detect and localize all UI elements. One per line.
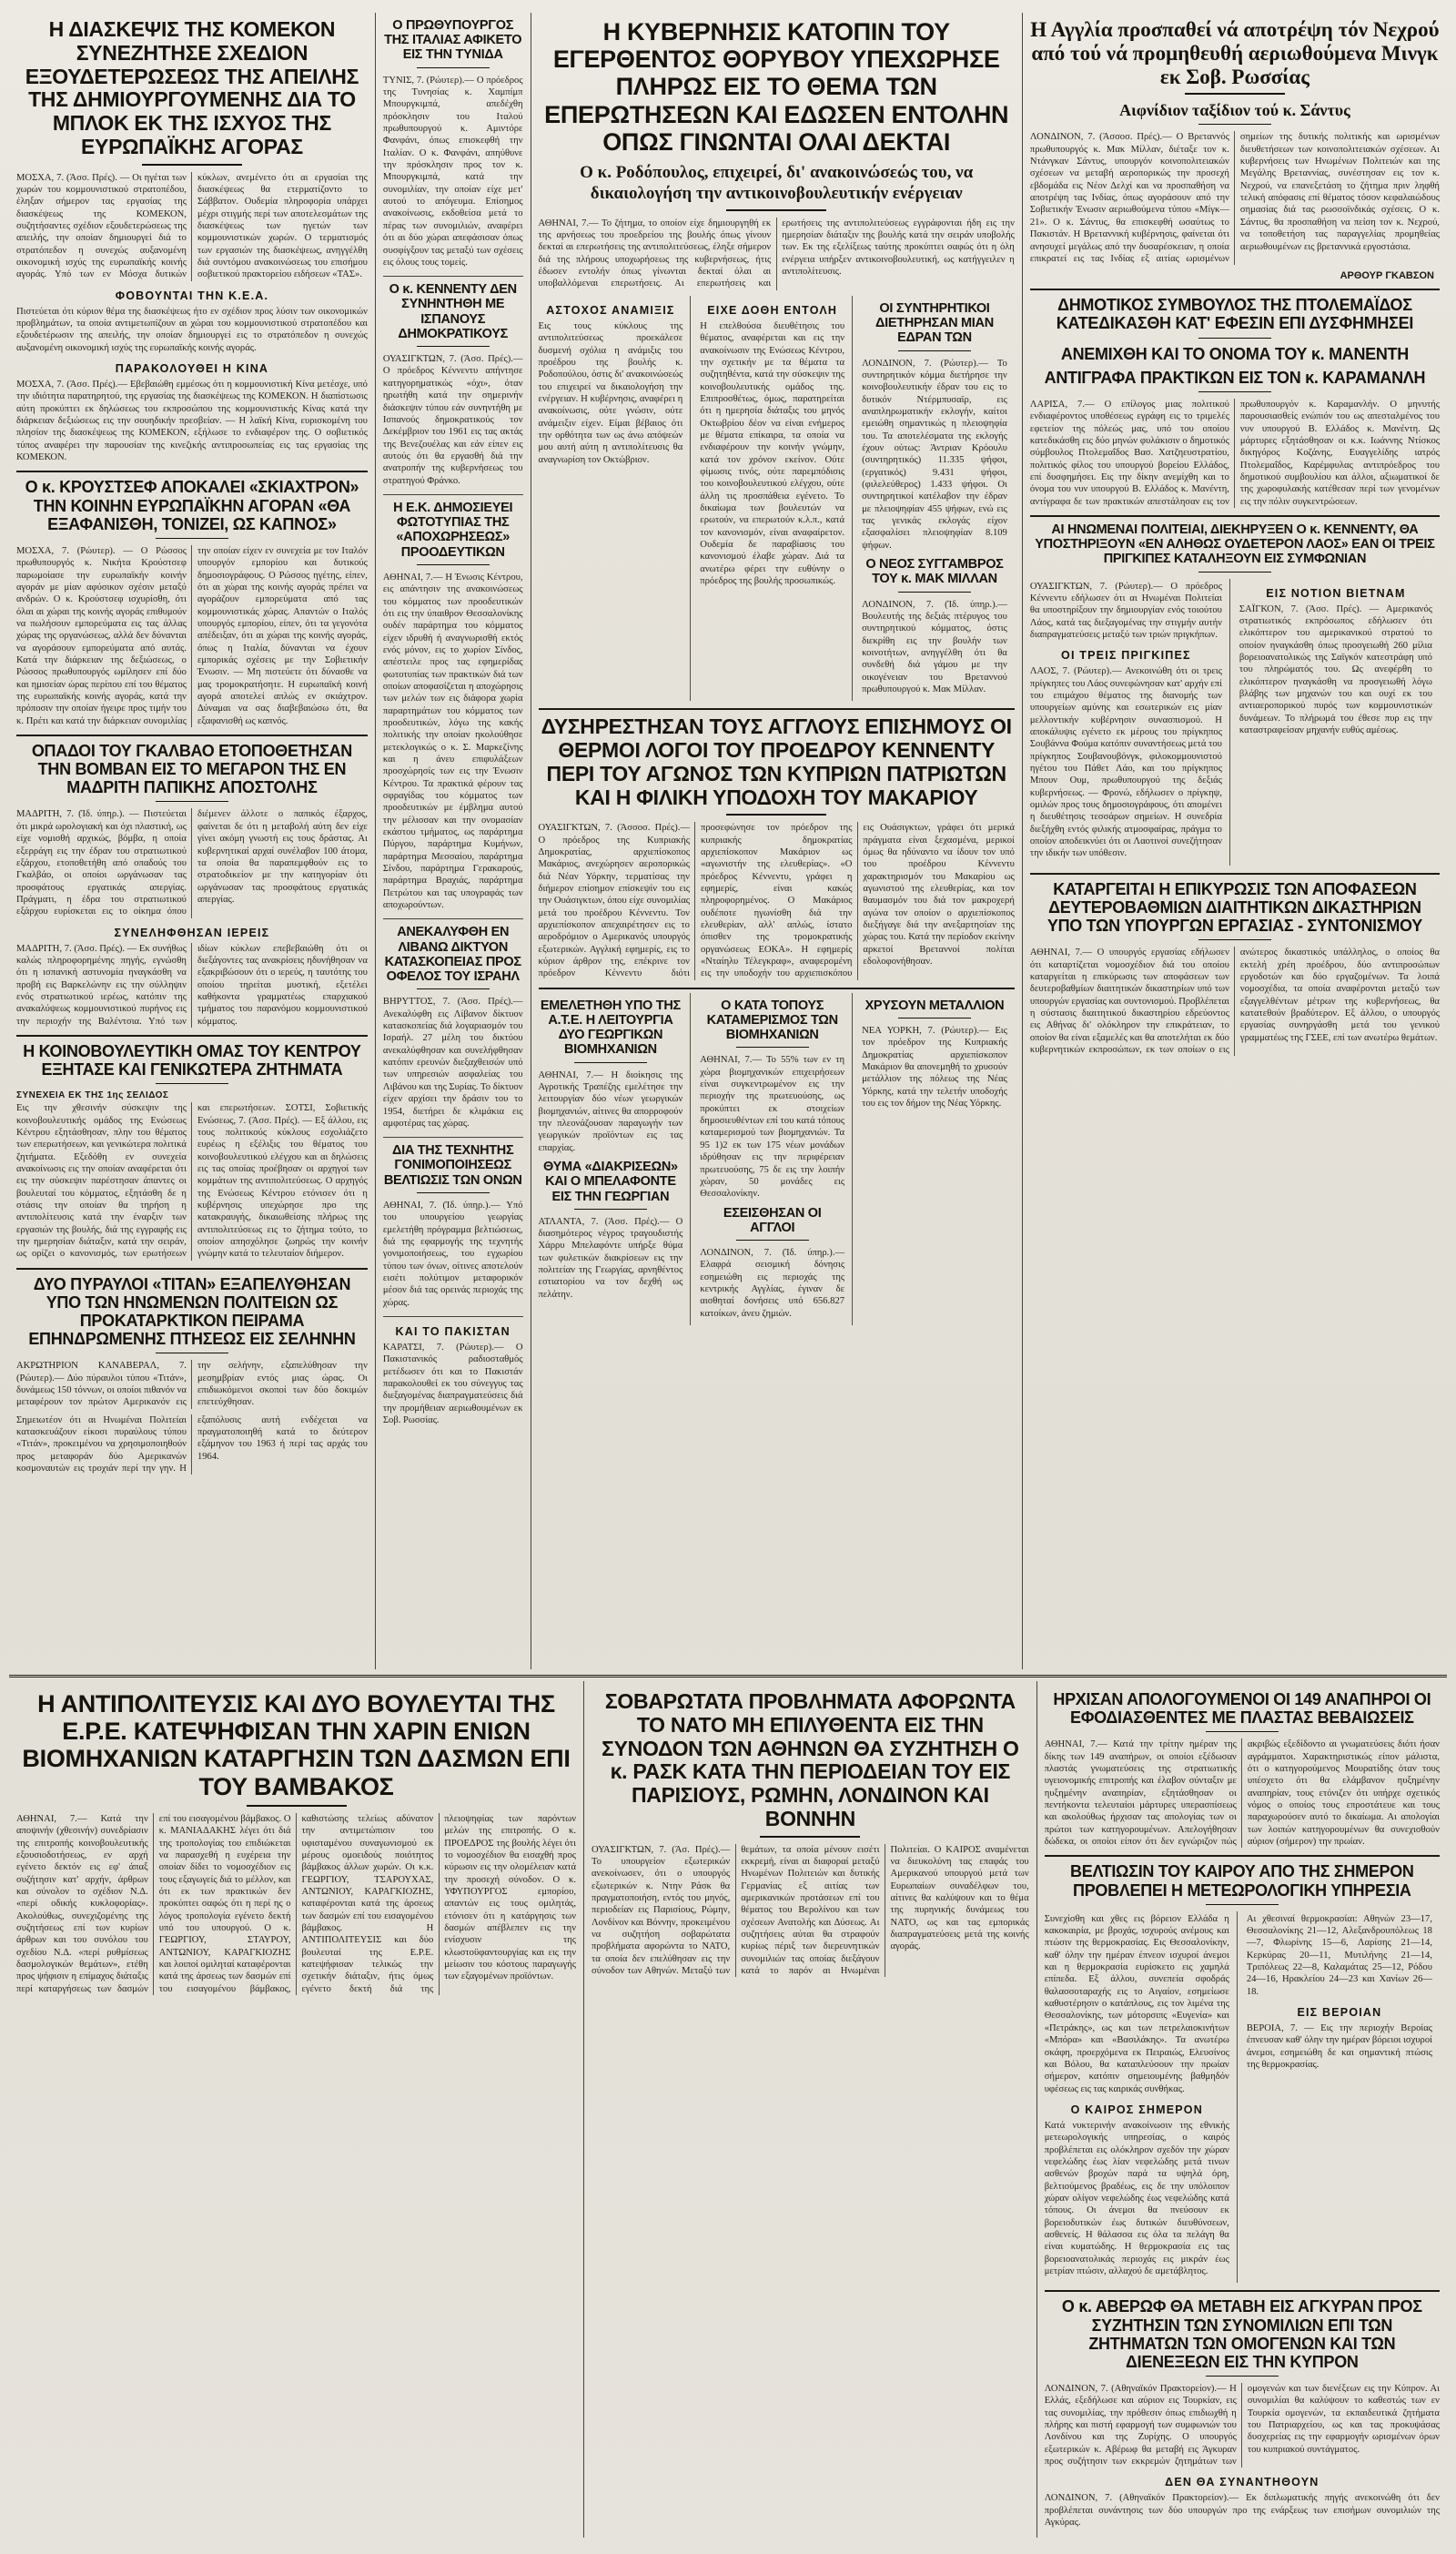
article-laos-col-1 xyxy=(1030,579,1230,866)
headline-rule xyxy=(156,1083,228,1084)
article-donkeys xyxy=(383,1143,523,1309)
article-donkeys-body: ΑΘΗΝΑΙ, 7. (Ίδ. ύπηρ.).— Υπό του υπουργείου γεωργίας εμελετήθη πρόγραμμα βελτιώσεως, διά της εφαρμογής της τεχνητής γονιμοποιήσεως, του εγχωρίου τύπου των όνων, οίτινες αποτελούν εισέτι πολύτιμον μεταφορικόν μέσον διά τας ορεινάς περιοχάς της χώρας. xyxy=(382,1200,523,1308)
headline-rule xyxy=(417,67,490,68)
article-kennedy-cyprus xyxy=(539,715,1015,979)
column-centre xyxy=(531,13,1023,1669)
article-comecon-body: ΜΟΣΧΑ, 7. (Άσσ. Πρές). — Οι ηγέται των χωρών του κομμουνιστικού στρατοπέδου, έληξαν σήμερον τας εργασίας της διασκέψεως της ΚΟΜΕΚΟΝ, συζητήσαντες σχέδιον εξουδετερώσεως της απειλής, την οποίαν δημιουργεί διά το στρατόπεδον η συνεχώς αυξανομένη οικονομική ισχύς της ευρωπαϊκής κοινής αγοράς. Υπό των εν Μόσχα δυτικών κύκλων, ανεμένετο ότι αι εργασίαι της διασκέψεως θα ετερματίζοντο το Σάββατον. Ουδεμία πληροφορία υπάρχει μέχρι στιγμής περί των αποτελεσμάτων της διασκέψεως των ηγετών των κομμουνιστικών χωρών. Ο τερματισμός των εργασιών της διασκέψεως, ανηγγέλθη διά συντόμου ανακοινώσεως του επισήμου σοβιετικού πρακτορείου ειδήσεων «ΤΑΣ». xyxy=(16,172,368,280)
article-galvao-body-2: ΜΑΔΡΙΤΗ, 7. (Άσσ. Πρές). — Εκ συνήθως καλώς πληροφορημένης πηγής, εγνώσθη ότι η ισπανική αστυνομία ηναγκάσθη να προβή εις Βαρκελώνην εις την σύλληψιν ενός στρατιωτικού ιερέως, κατόπιν της ανακαλύψεως κομμουνιστικού πυρήνος εις την περιοχήν της Βαλέντσια. Υπό των ιδίων κύκλων επεβεβαιώθη ότι οι διεξάγοντες τας ανακρίσεις ηδυνήθησαν να εξακριβώσουν ότι ο ιερεύς, η ταυτότης του οποίου τηρείται μυστική, εξετέλει καθήκοντα γραμματέως επαρχιακού τμήματος του παρανόμου κομμουνιστικού κόμματος. xyxy=(16,943,368,1027)
article-averoff-body-2: ΛΟΝΔΙΝΟΝ, 7. (Αθηναϊκόν Πρακτορείον).— Εκ διπλωματικής πηγής ανεκοινώθη ότι δεν προβλέπεται συνάντησις των δύο υπουργών προ της ενάρξεως των επισήμων συνομιλιών της Αγκύρας. xyxy=(1044,2493,1440,2529)
article-uk-nehru-byline: ΑΡΘΟΥΡ ΓΚΑΒΣΟΝ xyxy=(1340,270,1434,282)
article-belafonte-body: ΑΤΛΑΝΤΑ, 7. (Άσσ. Πρές).— Ο διασημότερος νέγρος τραγουδιστής Χάρρυ Μπελαφόντε υπήρξε θύμα των φυλετικών διακρίσεων εις την πολιτείαν της Γεωργίας, αρνηθέντος εστιατορίου να τον δεχθή ως πελάτην. xyxy=(538,1216,683,1300)
article-pakistan xyxy=(383,1325,523,1426)
article-ptolemais-headline-3: ΑΝΤΙΓΡΑΦΑ ΠΡΑΚΤΙΚΩΝ ΕΙΣ ΤΟΝ κ. ΚΑΡΑΜΑΝΛΗ xyxy=(1044,368,1426,387)
article-averoff-headline: Ο κ. ΑΒΕΡΩΦ ΘΑ ΜΕΤΑΒΗ ΕΙΣ ΑΓΚΥΡΑΝ ΠΡΟΣ ΣΥΖΗΤΗΣΙΝ ΤΩΝ ΣΥΝΟΜΙΛΙΩΝ ΕΠΙ ΤΩΝ ΖΗΤΗΜΑΤΩΝ ΤΩΝ ΟΜΟΓΕΝΩΝ ΚΑΙ ΤΩΝ ΔΙΕΝΕΞΕΩΝ ΕΙΣ ΤΗΝ ΚΥΠΡΟΝ xyxy=(1061,2297,1422,2371)
article-titan xyxy=(16,1275,368,1475)
centre-small-items xyxy=(539,993,1015,1325)
article-conservatives-headline: ΟΙ ΣΥΝΤΗΡΗΤΙΚΟΙ ΔΙΕΤΗΡΗΣΑΝ ΜΙΑΝ ΕΔΡΑΝ ΤΩΝ xyxy=(875,300,994,346)
headline-rule xyxy=(574,1062,647,1063)
article-ptolemais xyxy=(1030,296,1440,508)
headline-rule xyxy=(736,1240,809,1241)
headline-rule xyxy=(726,814,826,816)
article-averoff-body: ΛΟΝΔΙΝΟΝ, 7. (Αθηναϊκόν Πρακτορείον).— Η Ελλάς, εξεδήλωσε και αύριον εις Τουρκίαν, εις τας συνομιλίας, την πρόθεσιν όπως επιδιωχθή η πλήρης και πιστή εφαρμογή των συμφωνιών του Λονδίνου και της Ζυρίχης. Ο υπουργός εξωτερικών κ. Αβέρωφ θα μεταβή εις Άγκυραν προς συζήτησιν των εκκρεμών ζητημάτων των ομογενών και των διενέξεων εις την Κύπρον. Αι συνομιλίαι θα καλύψουν το καθεστώς των εν Τουρκία ομογενών, τα εκπαιδευτικά ζητήματα του Πατριαρχείου, ως και τας προκυψάσας δυσχερείας εις την εφαρμογήν ωρισμένων όρων του κυπριακού συντάγματος. xyxy=(1044,2383,1440,2468)
article-khrushchev-body: ΜΟΣΧΑ, 7. (Ρώυτερ). — Ο Ρώσσος πρωθυπουργός κ. Νικήτα Κρούστσεφ παρωμοίασε την ευρωπαϊκήν κοινήν αγοράν με μίαν αφύσικον σχέσιν μεταξύ ανδρών. Ο κ. Κρούστσεφ ισχυρίσθη, ότι όλαι αι χώραι της κοινής αγοράς επιθυμούν να πωλήσουν εμπορεύματα εις τας άλλας χώρας της οργανώσεως, αλλά δεν δύνανται να αγοράσουν εμπορεύματα από αυτάς. Κατά την διάρκειαν της δεξιώσεως, ο Ρώσσος πρωθυπουργός ωμίλησεν επί δύο και ημισείαν ώρας περίπου επί του θέματος της ευρωπαϊκής κοινής αγοράς, κατά την πρόποσιν την οποίαν ήγειρε προς τιμήν του κ. Πρέτι και κατά την διάρκειαν συνομιλίας την οποίαν είχεν εν συνεχεία με τον Ιταλόν υπουργόν εμπορίου και δυτικούς δημοσιογράφους. Ο Ρώσσος ηγέτης, είπεν, ότι αι χώραι της κοινής αγοράς πρέπει να αγοράζουν εμπορεύματα από τας κομμουνιστικάς χώρας. Απαντών ο Ιταλός υπουργός εμπορίου, είπεν, ότι τα γεγονότα απέδειξαν, ότι αι χώραι της κοινής αγοράς, όπως η Ιταλία, δύνανται να έχουν εμπορικάς σχέσεις με την Σοβιετικήν Ένωσιν. — Μη πιστεύετε ότι δύνασθε να μας τρομοκρατήσητε. Η ευρωπαϊκή κοινή αγορά αποτελεί απλώς εν σκιάχτρον. Δύναμαι να σας διαβεβαιώσω ότι, θα εξαφανισθή ως καπνός. xyxy=(16,545,368,726)
headline-rule xyxy=(156,801,228,802)
headline-rule xyxy=(247,1805,347,1807)
headline-rule xyxy=(1198,338,1271,339)
headline-rule xyxy=(1206,1904,1279,1905)
article-conservatives-body: ΛΟΝΔΙΝΟΝ, 7. (Ρώυτερ).— Το συντηρητικόν κόμμα διετήρησε την κοινοβουλευτικήν έδραν του εις το δυτικόν Ντέρμπυσαϊρ, εις αναπληρωματικήν εκλογήν, καίτοι εμειώθη σημαντικώς η πλειοψηφία του. Τα αποτελέσματα της εκλογής έχουν ούτως: Άντριαν Κρόουλυ (συντηρητικός) 11.335 ψήφοι, (εργατικός) 9.431 ψήφοι, (φιλελεύθερος) 1.433 ψήφοι. Οι συντηρητικοί κατέλαβον την έδραν με πλειοψηφίαν 455 ψήφων, ενώ εις τας γενικάς εκλογάς είχον εξασφαλίσει πλειοψηφίαν 8.109 ψήφων. xyxy=(862,358,1007,551)
article-government-subcol-2 xyxy=(700,296,853,701)
article-cotton-headline: Η ΑΝΤΙΠΟΛΙΤΕΥΣΙΣ ΚΑΙ ΔΥΟ ΒΟΥΛΕΥΤΑΙ ΤΗΣ Ε.Ρ.Ε. ΚΑΤΕΨΗΦΙΣΑΝ ΤΗΝ ΧΑΡΙΝ ΕΝΙΩΝ ΒΙΟΜΗΧΑΝΙΩΝ ΚΑΤΑΡΓΗΣΙΝ ΤΩΝ ΔΑΣΜΩΝ ΕΠΙ ΤΟΥ ΒΑΜΒΑΚΟΣ xyxy=(22,1690,571,1800)
divider xyxy=(16,1035,368,1037)
divider xyxy=(383,494,523,495)
article-italy xyxy=(383,18,523,269)
article-ate-headline: ΕΜΕΛΕΤΗΘΗ ΥΠΟ ΤΗΣ Α.Τ.Ε. Η ΛΕΙΤΟΥΡΓΙΑ ΔΥΟ ΓΕΩΡΓΙΚΩΝ ΒΙΟΜΗΧΑΝΙΩΝ xyxy=(540,998,681,1058)
article-weather-columns xyxy=(1045,1911,1440,2284)
bottom-column-right xyxy=(1037,1681,1447,2538)
article-macmillan-headline: Ο ΝΕΟΣ ΣΥΓΓΑΜΒΡΟΣ ΤΟΥ κ. ΜΑΚ ΜΙΛΛΑΝ xyxy=(865,557,1004,587)
article-belafonte-headline: ΘΥΜΑ «ΔΙΑΚΡΙΣΕΩΝ» ΚΑΙ Ο ΜΠΕΛΑΦΟΝΤΕ ΕΙΣ ΤΗΝ ΓΕΩΡΓΙΑΝ xyxy=(543,1160,678,1204)
divider xyxy=(383,1316,523,1317)
headline-rule xyxy=(1198,939,1271,940)
article-kennedy-cyprus-body: ΟΥΑΣΙΓΚΤΩΝ, 7. (Άσσοσ. Πρές).— Ο πρόεδρος της Κυπριακής Δημοκρατίας, αρχιεπίσκοπος Μακάριος, ανεχώρησεν αεροπορικώς διά Νέαν Υόρκην, τερματίσας την διήμερον επίσημον επίσκεψίν του εις την Ουάσιγκτων, όπου είχε συνομιλίας μετά του προέδρου Κέννεντυ. Τον αρχιεπίσκοπον απεχαιρέτησεν εις το αεροδρόμιον ο Αμερικανός υπουργός εξωτερικών. Αγγλική εφημερίς, εις το κύριον άρθρον της, επέκρινε τον πρόεδρον Κέννεντυ διότι προσεφώνησε τον πρόεδρον της κυπριακής δημοκρατίας αρχιεπίσκοπον Μακάριον ως «αγωνιστήν της ελευθερίας». «Ο πρόεδρος Κέννεντυ, γράφει η εφημερίς, είναι κακώς πληροφορημένος. Ο Μακάριος ουδέποτε ηγωνίσθη διά την ελευθερίαν, αλλ' απλώς, ίστατο όπισθεν της τρομοκρατικής οργανώσεως ΕΟΚΑ». Η εφημερίς «Νταίηλυ Τέλεγκραφ», αναφερομένη εις την υποδοχήν του αρχιεπισκόπου εις Ουάσιγκτων, γράφει ότι μερικά πράγματα είναι ξεχασμένα, μερικοί όμως θα ηδύναντο να ίδουν τον υπό του προέδρου Κέννεντυ χαρακτηρισμόν του Μακαρίου ως αγωνιστού της ελευθερίας, και τον θαυμασμόν του διά τον μακροχερή αγώνα τον οποίον ο αρχιεπίσκοπος διεξήγαγε διά την ανεξαρτησίαν της χώρας του. Κατά την περίοδον εκείνην αρκετοί Βρεταννοί πολίται εδολοφονήθησαν. xyxy=(538,823,1015,979)
headline-rule xyxy=(898,350,971,351)
column-left xyxy=(9,13,376,1669)
article-arbitration-headline: ΚΑΤΑΡΓΕΙΤΑΙ Η ΕΠΙΚΥΡΩΣΙΣ ΤΩΝ ΑΠΟΦΑΣΕΩΝ ΔΕΥΤΕΡΟΒΑΘΜΙΩΝ ΔΙΑΙΤΗΤΙΚΩΝ ΔΙΚΑΣΤΗΡΙΩΝ ΥΠΟ ΤΩΝ ΥΠΟΥΡΓΩΝ ΕΡΓΑΣΙΑΣ - ΣΥΝΤΟΝΙΣΜΟΥ xyxy=(1046,879,1422,936)
article-kennedy-spain-body: ΟΥΑΣΙΓΚΤΩΝ, 7. (Άσσ. Πρές).— Ο πρόεδρος Κέννεντυ απήντησε κατηγορηματικώς «όχι», όταν ηρωτήθη κατά την σημερινήν διάσκεψιν τύπου εάν συνηντήθη με Ισπανούς δημοκρατικούς τον Δεκέμβριον του 1961 εις τας ακτάς της Βενεζουέλας και εάν είπεν εις αυτούς ότι θα εργασθή διά την ανατροπήν της κυβερνήσεως του στρατηγού Φράνκο. xyxy=(382,354,523,486)
article-government-subhead-2: ΕΙΧΕ ΔΟΘΗ ΕΝΤΟΛΗ xyxy=(707,303,838,317)
article-laos-subhead-1: ΟΙ ΤΡΕΙΣ ΠΡΙΓΚΙΠΕΣ xyxy=(1061,649,1191,663)
article-lebanon-spy-body: ΒΗΡΥΤΤΟΣ, 7. (Άσσ. Πρές).— Ανεκαλύφθη εις Λίβανον δίκτυον κατασκοπείας διά λογαριασμόν του Ισραήλ. 27 μέλη του δικτύου ανεκαλύφθησαν και συνελήφθησαν κατόπιν ερευνών διεξαχθεισών υπό των υπηρεσιών ασφαλείας του Λιβάνου και της Συρίας. Το δίκτυον είχεν αρχίσει την δράσιν του το 1954, διετήρει δε κλιμάκια εις αμφοτέρας τας χώρας. xyxy=(382,997,523,1129)
article-centre-group xyxy=(16,1042,368,1261)
article-laos-col-2 xyxy=(1239,579,1440,866)
article-government-deck: Ο κ. Ροδόπουλος, επιχειρεί, δι' ανακοινώσεώς του, να δικαιολογήση την αντικοινοβουλευτικήν ενέργειαν xyxy=(580,163,974,203)
headline-rule xyxy=(417,346,490,347)
headline-rule xyxy=(726,209,826,211)
article-gold-medal xyxy=(862,993,1015,1325)
article-centre-group-headline: Η ΚΟΙΝΟΒΟΥΛΕΥΤΙΚΗ ΟΜΑΣ ΤΟΥ ΚΕΝΤΡΟΥ ΕΞΗΤΑΣΕ ΚΑΙ ΓΕΝΙΚΩΤΕΡΑ ΖΗΤΗΜΑΤΑ xyxy=(23,1041,361,1079)
article-lebanon-spy-headline: ΑΝΕΚΑΛΥΦΘΗ ΕΝ ΛΙΒΑΝΩ ΔΙΚΤΥΟΝ ΚΑΤΑΣΚΟΠΕΙΑΣ ΠΡΟΣ ΟΦΕΛΟΣ ΤΟΥ ΙΣΡΑΗΛ xyxy=(384,925,521,985)
article-galvao xyxy=(16,742,368,1028)
article-comecon xyxy=(16,18,368,463)
headline-rule xyxy=(417,1192,490,1193)
bottom-column-centre xyxy=(584,1681,1037,2538)
headline-rule xyxy=(1198,572,1271,573)
article-gold-medal-body: ΝΕΑ ΥΟΡΚΗ, 7. (Ρώυτερ).— Εις τον πρόεδρον της Κυπριακής Δημοκρατίας αρχιεπίσκοπον Μακάριον θα απονεμηθή το χρυσούν μετάλλιον της πόλεως της Νέας Υόρκης, κατά την τελετήν υποδοχής του εις τον δήμον της Νέας Υόρκης. xyxy=(862,1025,1007,1110)
headline-rule xyxy=(417,564,490,565)
headline-rule xyxy=(898,592,971,593)
column-middle-strip xyxy=(376,13,531,1669)
article-kennedy-spain xyxy=(383,282,523,487)
bottom-band xyxy=(9,1675,1447,2538)
article-government xyxy=(539,18,1015,701)
article-galvao-headline: ΟΠΑΔΟΙ ΤΟΥ ΓΚΑΛΒΑΟ ΕΤΟΠΟΘΕΤΗΣΑΝ ΤΗΝ ΒΟΜΒΑΝ ΕΙΣ ΤΟ ΜΕΓΑΡΟΝ ΤΗΣ ΕΝ ΜΑΔΡΙΤΗ ΠΑΠΙΚΗΣ ΑΠΟΣΤΟΛΗΣ xyxy=(31,742,353,797)
headline-rule xyxy=(898,1018,971,1019)
headline-rule xyxy=(574,1209,647,1210)
article-centre-group-body: Εις την χθεσινήν σύσκεψιν της κοινοβουλευτικής ομάδος της Ενώσεως Κέντρου εξητάσθησαν, πλην του θέματος των επερωτήσεων, και γενικώτερα πολιτικά ζητήματα. Εξεδόθη εν συνεχεία ανακοίνωσις εις την οποίαν αναφέρεται ότι εις την σύσκεψιν παρέστησαν άπαντες οι βουλευταί του κόμματος, εξητάσθη δε η στάσις την οποίαν θα τηρήση η αντιπολίτευσις κατά την έναρξιν των εργασιών της βουλής, διά της εγγραφής εις την ημερησίαν διάταξιν, κατά την σειράν, ως ορίζει ο κανονισμός, των ερωτήσεων και επερωτήσεων. ΣΟΤΣΙ, Σοβιετικής Ενώσεως, 7. (Άσσ. Πρές). — Εξ άλλου, εις τους πολιτικούς κύκλους εσχολιάζετο ευρέως η εξέλιξις του θέματος του κοινοβουλευτικού ελέγχου και αι δηλώσεις εις τας οποίας προέβησαν οι αρχηγοί των κομμάτων της αντιπολιτεύσεως. Ο αρχηγός της Ενώσεως Κέντρου ετόνισεν ότι η κυβέρνησις υπεχώρησε προ της κατακραυγής, δικαιωθείσης πλήρως της αντιπολιτεύσεως εις το ζήτημα τούτο, το οποίον απησχόλησε ζωηρώς την κοινήν γνώμην κατά το τελευταίον διήμερον. xyxy=(16,1103,368,1260)
article-centre-group-kicker: ΣΥΝΕΧΕΙΑ ΕΚ ΤΗΣ 1ης ΣΕΛΙΔΟΣ xyxy=(16,1090,169,1101)
article-weather-headline: ΒΕΛΤΙΩΣΙΝ ΤΟΥ ΚΑΙΡΟΥ ΑΠΟ ΤΗΣ ΣΗΜΕΡΟΝ ΠΡΟΒΛΕΠΕΙ Η ΜΕΤΕΩΡΟΛΟΓΙΚΗ ΥΠΗΡΕΣΙΑ xyxy=(1070,1862,1414,1900)
divider xyxy=(1030,873,1440,875)
article-ek-photocopies-body: ΑΘΗΝΑΙ, 7.— Η Ένωσις Κέντρου, εις απάντησιν της ανακοινώσεως του κόμματος των προοδευτικών ότι εις την ύπαιθρον Θεσσαλονίκης ουδέν παράρτημα του κόμματος είχεν ιδρυθή ή αναγνωρισθή εκτός ενός μόνον, εις το χωρίον Σίνδος, απέστειλε προς τας εφημερίδας φωτοτυπίας των πρακτικών διά των οποίων αποφασίζεται η αποχώρησις των μελών των εις διάφορα χωρία παραρτημάτων του κόμματος των προοδευτικών, λόγω της κακής πολιτικής την οποίαν ηκολούθησε μετεκλογικώς ο κ. Σ. Μαρκεζίνης και η άνευ επιφυλάξεων προσχώρησίς των εις την Ένωσιν Κέντρου. Τα πρακτικά φέρουν τας σφραγίδας του κόμματος των προοδευτικών με έμβλημα αυτού την μέλισσαν και την ονομασίαν εκάστου τμήματος, ως παράρτημα Πύργου, παράρτημα Κυμήνων, παράρτημα Μεσσαίου, παράρτημα Σίνδου, παράρτημα Γερακαρούς, παράρτημα Βραχιάς, παράρτημα Πετρώτου και τας υπογραφάς των αποχωρούντων. xyxy=(382,572,523,911)
article-nato-headline: ΣΟΒΑΡΩΤΑΤΑ ΠΡΟΒΛΗΜΑΤΑ ΑΦΟΡΩΝΤΑ ΤΟ ΝΑΤΟ ΜΗ ΕΠΙΛΥΘΕΝΤΑ ΕΙΣ ΤΗΝ ΣΥΝΟΔΟΝ ΤΩΝ ΑΘΗΝΩΝ ΘΑ ΣΥΖΗΤΗΣΗ Ο κ. ΡΑΣΚ ΚΑΤΑ ΤΗΝ ΠΕΡΙΟΔΕΙΑΝ ΤΟΥ ΕΙΣ ΠΑΡΙΣΙΟΥΣ, ΡΩΜΗΝ, ΛΟΝΔΙΝΟΝ ΚΑΙ ΒΟΝΝΗΝ xyxy=(602,1689,1019,1830)
article-government-subcol-3 xyxy=(862,296,1015,701)
article-arbitration xyxy=(1030,880,1440,1057)
article-ptolemais-headline-2: ΑΝΕΜΙΧΘΗ ΚΑΙ ΤΟ ΟΝΟΜΑ ΤΟΥ κ. ΜΑΝΕΝΤΗ xyxy=(1060,344,1409,363)
article-earthquake-body: ΛΟΝΔΙΝΟΝ, 7. (Ίδ. ύπηρ.).— Ελαφρά σεισμική δόνησις εσημειώθη εις περιοχάς της κεντρικής Αγγλίας, έγιναν δε αισθηταί δονήσεις υπό 656.827 κατοίκων, άνευ ζημιών. xyxy=(700,1248,845,1319)
article-ate-body: ΑΘΗΝΑΙ, 7.— Η διοίκησις της Αγροτικής Τραπέζης εμελέτησε την λειτουργίαν δύο νέων γεωργικών βιομηχανιών, αίτινες θα απορροφούν την πλεονάζουσαν παραγωγήν των γεωργικών προϊόντων εις τας επαρχίας. xyxy=(538,1069,683,1153)
article-ek-photocopies-headline: Η Ε.Κ. ΔΗΜΟΣΙΕΥΕΙ ΦΩΤΟΤΥΠΙΑΣ ΤΗΣ «ΑΠΟΧΩΡΗΣΕΩΣ» ΠΡΟΟΔΕΥΤΙΚΩΝ xyxy=(393,500,513,560)
headline-rule xyxy=(156,538,228,539)
article-cotton xyxy=(16,1690,576,1995)
headline-rule xyxy=(1206,2376,1279,2377)
article-kennedy-cyprus-headline: ΔΥΣΗΡΕΣΤΗΣΑΝ ΤΟΥΣ ΑΓΓΛΟΥΣ ΕΠΙΣΗΜΟΥΣ ΟΙ ΘΕΡΜΟΙ ΛΟΓΟΙ ΤΟΥ ΠΡΟΕΔΡΟΥ ΚΕΝΝΕΝΤΥ ΠΕΡΙ ΤΟΥ ΑΓΩΝΟΣ ΤΩΝ ΚΥΠΡΙΩΝ ΠΑΤΡΙΩΤΩΝ ΚΑΙ Η ΦΙΛΙΚΗ ΥΠΟΔΟΧΗ ΤΟΥ ΜΑΚΑΡΙΟΥ xyxy=(541,715,1012,809)
article-italy-body: ΤΥΝΙΣ, 7. (Ρώυτερ).— Ο πρόεδρος της Τυνησίας κ. Χαμπίμπ Μπουργκιμπά, απεδέχθη πρόσκλησιν του Ιταλού πρωθυπουργού κ. Αμιντόρε Φανφάνι, όπως επισκεφθή την Ιταλίαν. Ο κ. Φανφάνι, απηύθυνε την πρόσκλησιν προς τον κ. Μπουργκιμπά, κατά την συνομιλίαν, την οποίαν είχε μετ' αυτού το απόγευμα. Επίσημος ανακοίνωσις, εκδοθείσα μετά το πέρας των συνομιλιών, αναφέρει ότι αι δύο χώραι απεφάσισαν όπως συσφίγξουν τας μεταξύ των σχέσεις εις όλους τους τομείς. xyxy=(382,75,523,268)
divider xyxy=(16,735,368,736)
headline-rule xyxy=(760,1836,860,1838)
article-weather-temperatures: Αι χθεσιναί θερμοκρασίαι: Αθηνών 23—17, Θεσσαλονίκης 21—12, Αλεξανδρουπόλεως 18—7, Φλωρίνης 15—6, Λαρίσης 21—14, Κερκύρας 20—11, Μυτιλήνης 21—14, Τριπόλεως 22—8, Καλαμάτας 25—12, Ρόδου 24—16, Ηρακλείου 24—23 και Χανίων 26—18. xyxy=(1246,1913,1432,1997)
headline-rule xyxy=(1198,391,1271,392)
article-earthquake-headline: ΕΣΕΙΣΘΗΣΑΝ ΟΙ ΑΓΓΛΟΙ xyxy=(723,1205,822,1235)
article-ptolemais-body: ΛΑΡΙΣΑ, 7.— Ο επίλογος μιας πολιτικού ενδιαφέροντος υποθέσεως εγράφη εις το τριμελές εφετείον της πόλεώς μας, υπό του οποίου κατεδικάσθη εις δύο μηνών φυλάκισιν ο δημοτικός σύμβουλος Πτολεμαΐδος Βασ. Χατζηευστρατίου, πολιτικός φίλος του υπουργού βορείου Ελλάδος, επί δυσφημήσει. Εις την δίκην ανεμίχθη και το όνομα του νυν υπουργού Β. Ελλάδος κ. Μανέντη, αντίγραφα δε των πρακτικών απεστάλησαν εις τον πρωθυπουργόν κ. Καραμανλήν. Ο μηνυτής παρουσιασθείς ενώπιόν του ως απεσταλμένος του νυν υπουργού Β. Ελλάδος κ. Μανέντη. Ως μάρτυρες εξητάσθησαν οι κ.κ. Ιωάννης Ντίσκος δικηγόρος Κοζάνης, Ευαγγελίδης ιατρός Πτολεμαΐδος, Καρέμφυλας αντιπρόεδρος του δημοτικού συμβουλίου και άλλοι, αξιωματικοί δε της χωροφυλακής κατέθεσαν περί των γενομένων εις την πόλιν συγκεντρώσεων. xyxy=(1029,399,1440,507)
article-laos-subhead-2: ΕΙΣ ΝΟΤΙΟΝ ΒΙΕΤΝΑΜ xyxy=(1266,586,1406,600)
divider xyxy=(1030,515,1440,517)
article-comecon-subhead-2: ΠΑΡΑΚΟΛΟΥΘΕΙ Η ΚΙΝΑ xyxy=(115,361,269,375)
article-laos-headline: ΑΙ ΗΝΩΜΕΝΑΙ ΠΟΛΙΤΕΙΑΙ, ΔΙΕΚΗΡΥΞΕΝ Ο κ. ΚΕΝΝΕΝΤΥ, ΘΑ ΥΠΟΣΤΗΡΙΞΟΥΝ «ΕΝ ΑΛΗΘΩΣ ΟΥΔΕΤΕΡΟΝ ΛΑΟΣ» ΕΑΝ ΟΙ ΤΡΕΙΣ ΠΡΙΓΚΙΠΕΣ ΚΑΤΑΛΗΞΟΥΝ ΕΙΣ ΣΥΜΦΩΝΙΑΝ xyxy=(1035,522,1435,567)
headline-rule xyxy=(142,164,242,166)
divider xyxy=(383,1137,523,1138)
article-government-body: ΑΘΗΝΑΙ, 7.— Το ζήτημα, το οποίον είχε δημιουργηθή εκ της αρνήσεως του προεδρείου της βουλής όπως γίνουν δεκταί αι επερωτήσεις της αντιπολιτεύσεως, έληξε σήμερον διά της πλήρους υποχωρήσεως της κυβερνήσεως, ήτις έδωσεν εντολήν όπως γίνωνται δεκταί όλαι αι υποβαλλόμεναι επερωτήσεις. Αι επερωτήσεις και ερωτήσεις της αντιπολιτεύσεως εγγράφονται ήδη εις την ημερησίαν διάταξιν της βουλής κατά την σειράν υποβολής των. Εκ της εξελίξεως ταύτης προκύπτει σαφώς ότι η όλη ενέργεια υπήρξεν αντικοινοβουλευτική, ως κατήγγειλεν η αντιπολίτευσις. xyxy=(538,218,1015,289)
article-laos-columns xyxy=(1030,579,1440,866)
article-laos-body-3: ΣΑΪΓΚΟΝ, 7. (Άσσ. Πρές). — Αμερικανός στρατιωτικός εκπρόσωπος εδήλωσεν ότι ελικόπτερον του αμερικανικού στρατού το οποίον ηναγκάσθη όπως προσγειωθή 260 μίλια βορειοανατολικώς της Σαϊγκόν κατεστράφη υπό του πληρώματός του. Ως ανεφέρθη το ελικόπτερον ηναγκάσθη να προσγειωθή λόγω βλάβης των μηχανών του και ουχί εκ του αντιαεροπορικού πυρός των κομμουνιστικών δυνάμεων. Το πλήρωμά του έθεσε πυρ εις την καταστραφείσαν μηχανήν ευθύς αμέσως. xyxy=(1239,603,1432,736)
article-weather-subhead-2: ΕΙΣ ΒΕΡΟΙΑΝ xyxy=(1297,2006,1382,2020)
article-nato xyxy=(592,1690,1029,1977)
bottom-column-left xyxy=(9,1681,584,2538)
article-macmillan-body: ΛΟΝΔΙΝΟΝ, 7. (Ίδ. ύπηρ.).— Βουλευτής της δεξιάς πτέρυγος του συντηρητικού κόμματος, όστις διεκρίθη εις την βουλήν των κοινοτήτων, ανηγγέλθη ότι θα συνδεθή διά γάμου με την οικογένειαν του Βρεταννού πρωθυπουργού κ. Μακ Μίλλαν. xyxy=(862,599,1007,694)
divider xyxy=(1030,289,1440,290)
article-uk-nehru xyxy=(1030,18,1440,281)
article-uk-nehru-body: ΛΟΝΔΙΝΟΝ, 7. (Άσσοσ. Πρές).— Ο Βρεταννός πρωθυπουργός κ. Μακ Μίλλαν, διέταξε τον κ. Ντάνγκαν Σάντυς, υπουργόν κοινοπολιτειακών σχέσεων να μεταβή αεροπορικώς την προσεχή εβδομάδα εις Νέον Δελχί και να προσπαθήση να αποτρέψη τας Ινδίας, όπως αγοράσουν από την Σοβιετικήν Ένωσιν αεριωθούμενα τύπου «Μίγκ—21». Ο κ. Σάντυς, θα επισκεφθή ωσαύτως το Πακιστάν. Η Βρεταννική κυβέρνησις, φαίνεται ότι ανησυχεί μεγάλως από την δυσαρέσκειαν, η οποία επικρατεί εις τας Ινδίας εξ αιτίας ωρισμένων σημείων της δυτικής πολιτικής και ωρισμένων διευθετήσεων των κοινοπολιτειακών σχέσεων. Αι κυβερνήσεις των Ηνωμένων Πολιτειών και της Μεγάλης Βρεταννίας, συνέστησαν εις τον κ. Νεχρού, να επανεξετάση το ζήτημα πριν ληφθή τελική απόφασις επί θέματος τόσον κεφαλαιώδους σημασίας διά τας ρωσσοϊνδικάς σχέσεις. Ο κ. Σάντυς, θα προσπαθήση να πείση τον κ. Νεχρού, να τοποθετήση τας παραγγελίας προμηθείας αεριωθουμένων εις βρεταννικά εργοστάσια. xyxy=(1029,132,1440,264)
divider xyxy=(16,1268,368,1270)
article-comecon-headline: Η ΔΙΑΣΚΕΨΙΣ ΤΗΣ ΚΟΜΕΚΟΝ ΣΥΝΕΖΗΤΗΣΕ ΣΧΕΔΙΟΝ ΕΞΟΥΔΕΤΕΡΩΣΕΩΣ ΤΗΣ ΑΠΕΙΛΗΣ ΤΗΣ ΔΗΜΙΟΥΡΓΟΥΜΕΝΗΣ ΔΙΑ ΤΟ ΜΠΛΟΚ ΕΚ ΤΗΣ ΙΣΧΥΟΣ ΤΗΣ ΕΥΡΩΠΑΪΚΗΣ ΑΓΟΡΑΣ xyxy=(25,17,359,158)
top-band xyxy=(9,13,1447,1669)
article-averoff-subhead: ΔΕΝ ΘΑ ΣΥΝΑΝΤΗΘΟΥΝ xyxy=(1165,2476,1320,2489)
article-government-body-2: Εις τους κύκλους της αντιπολιτεύσεως προεκάλεσε δυσμενή σχόλια η ανάμιξις του προέδρου της βουλής κ. Ροδοπούλου, όστις δι' ανακοινώσεώς του επιχειρεί να δικαιολογήση την ενέργειαν. Η κυβέρνησις, αναφέρει η ανακοίνωσις, ούτε γνώσιν, ούτε ανάμειξιν είχεν. Είμαι βέβαιος ότι την ορθότητα των ως άνω απόψεών μου αυτή αύτη η αντιπολίτευσις θα αναγνωρίση τον Οκτώβριον. xyxy=(538,320,683,465)
article-kennedy-spain-headline: Ο κ. ΚΕΝΝΕΝΤΥ ΔΕΝ ΣΥΝΗΝΤΗΘΗ ΜΕ ΙΣΠΑΝΟΥΣ ΔΗΜΟΚΡΑΤΙΚΟΥΣ xyxy=(389,282,517,341)
article-uk-nehru-subheadline: Αιφνίδιον ταξίδιον τού κ. Σάντυς xyxy=(1119,101,1350,120)
divider xyxy=(1045,2290,1440,2292)
article-donkeys-headline: ΔΙΑ ΤΗΣ ΤΕΧΝΗΤΗΣ ΓΟΝΙΜΟΠΟΙΗΣΕΩΣ ΒΕΛΤΙΩΣΙΣ ΤΩΝ ΟΝΩΝ xyxy=(383,1143,522,1188)
article-titan-body: ΑΚΡΩΤΗΡΙΟΝ ΚΑΝΑΒΕΡΑΛ, 7. (Ρώυτερ).— Δύο πύραυλοι τύπου «Τιτάν», δυνάμεως 150 τόννων, οι οποίοι πιθανόν να μεταφέρουν τον πρώτον Αμερικανόν εις την σελήνην, εξαπελύθησαν την μεσημβρίαν εντός μιας ώρας. Οι επιδιωκόμενοι σκοποί των δύο δοκιμών επετεύχθησαν. xyxy=(16,1361,368,1408)
article-disabled-headline: ΗΡΧΙΣΑΝ ΑΠΟΛΟΓΟΥΜΕΝΟΙ ΟΙ 149 ΑΝΑΠΗΡΟΙ ΟΙ ΕΦΟΔΙΑΣΘΕΝΤΕΣ ΜΕ ΠΛΑΣΤΑΣ ΒΕΒΑΙΩΣΕΙΣ xyxy=(1053,1690,1431,1728)
article-weather-subhead-1: Ο ΚΑΙΡΟΣ ΣΗΜΕΡΟΝ xyxy=(1070,2103,1203,2116)
article-titan-headline: ΔΥΟ ΠΥΡΑΥΛΟΙ «ΤΙΤΑΝ» ΕΞΑΠΕΛΥΘΗΣΑΝ ΥΠΟ ΤΩΝ ΗΝΩΜΕΝΩΝ ΠΟΛΙΤΕΙΩΝ ΩΣ ΠΡΟΚΑΤΑΡΚΤΙΚΟΝ ΠΕΙΡΑΜΑ ΕΠΗΝΔΡΩΜΕΝΗΣ ΠΤΗΣΕΩΣ ΕΙΣ ΣΕΛΗΝΗΝ xyxy=(28,1274,356,1349)
article-weather-col-2 xyxy=(1247,1911,1440,2284)
divider xyxy=(16,471,368,472)
headline-rule xyxy=(1206,1731,1279,1732)
divider xyxy=(1045,1855,1440,1857)
article-government-subcol-1 xyxy=(539,296,692,701)
article-arbitration-body: ΑΘΗΝΑΙ, 7.— Ο υπουργός εργασίας εδήλωσεν ότι καταρτίζεται νομοσχέδιον διά του οποίου καταργείται η επικύρωσις των αποφάσεων των δευτεροβαθμίων διαιτητικών δικαστηρίων υπό των υπουργών εργασίας και συντονισμού. Προβλέπεται η σύστασις διαιτητικού δικαστηρίου εδρεύοντος εις Αθήνας δι' ολόκληρον την επικράτειαν, το οποίον θα είναι εξαμελές και θα αποτελήται εκ δύο κυβερνητικών εκπροσώπων, εκ των οποίων ο εις ανώτερος δικαστικός υπάλληλος, ο οποίος θα εκτελή χρέη προέδρου, δύο αντιπροσώπων εργοδοτών και δύο εργαζομένων. Τα λοιπά νομοσχέδια, τα οποία αναφέρονται μεταξύ των εξαγγελθέντων μέτρων της κυβερνήσεως, θα κατατεθούν βραδύτερον. Εξ άλλου, ο υπουργός εργασίας συνηργάσθη μετά του γενικού γραμματέως της ΓΣΕΕ, επί των ανωτέρω θεμάτων. xyxy=(1029,948,1440,1056)
article-italy-headline: Ο ΠΡΩΘΥΠΟΥΡΓΟΣ ΤΗΣ ΙΤΑΛΙΑΣ ΑΦΙΚΕΤΟ ΕΙΣ ΤΗΝ ΤΥΝΙΔΑ xyxy=(384,18,522,63)
article-disabled-body: ΑΘΗΝΑΙ, 7.— Κατά την τρίτην ημέραν της δίκης των 149 αναπήρων, οι οποίοι εξέδωσαν πλαστάς γνωματεύσεις της στρατιωτικής υγειονομικής επιτροπής και έλαβον σύνταξιν με ηυξημένην αναπηρίαν, εξητάσθησαν οι πεντήκοντα τελευταίοι μάρτυρες υπερασπίσεως και ακολούθως ήρχισαν τας απολογίας των οι πρώτοι των κατηγορουμένων. Απελογήθησαν δώδεκα, οι οποίοι είπον ότι δεν εγνώριζον πώς ακριβώς εξεδίδοντο αι γνωματεύσεις διότι ήσαν αγράμματοι. Χαρακτηριστικώς είπον μάλιστα, ότι ο κατηγορούμενος Μουρατίδης όταν τους υπέσχετο ότι θα ελάμβανον ηυξημένην αναπηρίαν, τους ετόνιζεν ότι υπήρχε σχετικός νόμος ο οποίος τους επροστάτευε και τους παραχωρούσεν αυτό το δικαίωμα. Αι απολογίαι των λοιπών κατηγορουμένων θα συνεχισθούν αύριον (σήμερον) την πρωίαν. xyxy=(1044,1739,1440,1848)
article-ptolemais-headline-1: ΔΗΜΟΤΙΚΟΣ ΣΥΜΒΟΥΛΟΣ ΤΗΣ ΠΤΟΛΕΜΑΪΔΟΣ ΚΑΤΕΔΙΚΑΣΘΗ ΚΑΤ' ΕΦΕΣΙΝ ΕΠΙ ΔΥΣΦΗΜΗΣΕΙ xyxy=(1056,296,1414,333)
article-uk-nehru-headline: Η Αγγλία προσπαθεί νά αποτρέψη τόν Νεχρού από τού νά προμηθευθή αεριωθούμενα Μινγκ εκ Σοβ. Ρωσσίας xyxy=(1030,18,1440,88)
article-comecon-subhead-1: ΦΟΒΟΥΝΤΑΙ ΤΗΝ Κ.Ε.Α. xyxy=(115,289,269,302)
divider xyxy=(539,988,1015,989)
divider xyxy=(539,708,1015,710)
article-weather-body-4: ΒΕΡΟΙΑ, 7. — Εις την περιοχήν Βεροίας έπνευσαν καθ' όλην την ημέραν βόρειοι ισχυροί άνεμοι, εσημειώθη δε και σημαντική πτώσις της θερμοκρασίας. xyxy=(1246,2023,1432,2071)
article-pakistan-body: ΚΑΡΑΤΣΙ, 7. (Ρώυτερ).— Ο Πακιστανικός ραδιοσταθμός μετέδωσεν ότι και το Πακιστάν παρακολουθεί εκ του σύνεγγυς τας διεξαγομένας διαπραγματεύσεις διά την προμήθειαν αεριωθουμένων εκ Σοβ. Ρωσσίας. xyxy=(382,1343,523,1426)
article-laos xyxy=(1030,522,1440,866)
article-galvao-body: ΜΑΔΡΙΤΗ, 7. (Ίδ. ύπηρ.). — Πιστεύεται ότι μικρά ωρολογιακή και όχι πλαστική, ως είχε νομισθή αρχικώς, βόμβα, η οποία εξερράγη εις την έδραν του στρατιωτικού εξάρχου, ετοποθετήθη από οπαδούς του Γκαλβάο, οι οποίοι ωργάνωσαν τας προσφάτους εργατικάς απεργίας. Πράγματι, η έδρα του στρατιωτικού εξάρχου ευρίσκεται εις το οίκημα όπου διέμενεν άλλοτε ο παπικός έξαρχος, φαίνεται δε ότι η μεταβολή αύτη δεν είχε γίνει ακόμη γνωστή εις τους δράστας. Αι κυβερνητικαί αρχαί συνέλαβον 100 άτομα, τα οποία θα παραπεμφθούν εις το στρατοδικείον με την κατηγορίαν ότι ωργάνωσαν τας προσφάτους εργατικάς απεργίας. xyxy=(16,809,368,917)
article-comecon-body-3: ΜΟΣΧΑ, 7. (Άσσ. Πρές).— Εβεβαιώθη εμμέσως ότι η κομμουνιστική Κίνα μετέσχε, υπό την ιδιότητα παρατηρητού, της εργασίας της διασκέψεως της ΚΟΜΕΚΟΝ. Η διαπίστωσις αύτη προκύπτει εκ δηλώσεως του εκπροσώπου της κομμουνιστικής Κίνας κατά την διάρκειαν δεξιώσεως εις την σουηδικήν πρεσβείαν. — Η λαϊκή Κίνα, ευρισκομένη του πλησίον της διασκέψεως της ΚΟΜΕΚΟΝ, εξήλωσε το ενδιαφέρον της. Ο σοβιετικός τύπος αναφέρει την παρουσίαν της κινεζικής αντιπροσωπείας εις τας εργασίας της ΚΟΜΕΚΟΝ. xyxy=(16,379,368,463)
article-laos-body-2: ΛΑΟΣ, 7. (Ρώυτερ).— Ανεκοινώθη ότι οι τρεις πρίγκηπες του Λάος συνεφώνησαν κατ' αρχήν επί του επιμάχου θέματος της διανομής των υπουργείων αμύνης και εσωτερικών εις μίαν μελλοντικήν κυβέρνησιν συνασπισμού. Η αποκάλυψις εγένετο εκ μέρους του πρίγκηπος Σουβάννα Φούμα κατόπιν συναντήσεως μετά του πρίγκηπος Σουβανουβόνγκ, φιλοκομμουνιστού ηγέτου του Πάθετ Λάο, και του πρίγκηπος Μπουν Ουμ, πρωθυπουργού της δεξιάς κυβερνήσεως. — Φρονώ, εδήλωσεν ο πρίγκηψ, ομιλών προς τους δημοσιογράφους, ότι απομένει η διευθέτησις τεσσάρων σημείων. Η συνεδρία διεξήχθη εντός φιλικής ατμοσφαίρας, πράγμα το οποίον αποδεικνύει ότι οι Λαοτινοί συνεζήτησαν την ιδικήν των υπόθεσιν. xyxy=(1029,666,1222,859)
article-gold-medal-headline: ΧΡΥΣΟΥΝ ΜΕΤΑΛΛΙΟΝ xyxy=(864,998,1005,1013)
article-galvao-subhead: ΣΥΝΕΛΗΦΘΗΣΑΝ ΙΕΡΕΙΣ xyxy=(114,926,270,939)
article-weather-body-3: Κατά νυκτερινήν ανακοίνωσιν της εθνικής μετεωρολογικής υπηρεσίας, ο καιρός προβλέπεται εις ολόκληρον σχεδόν την χώραν νεφελώδης έως λίαν νεφελώδης μετά τινων ασθενών βροχών παρά τα υψηλά όρη, βελτιούμενος βραδέως, εις δε την υπόλοιπον χώραν ολίγον νεφελώδης έως νεφελώδης κατά τόπους. Οι άνεμοι θα πνεύσουν εκ βορειοδυτικών έως δυτικών διευθύνσεων, ασθενείς. Η θάλασσα εις όλα τα πελάγη θα είναι κυματώδης. Η θερμοκρασία εις τας βορειοανατολικάς περιοχάς εις μικράν έως μετρίαν πτώσιν, αλλαχού δε αμετάβλητος. xyxy=(1044,2120,1229,2276)
article-industry xyxy=(700,993,853,1325)
article-averoff xyxy=(1045,2297,1440,2529)
article-industry-body: ΑΘΗΝΑΙ, 7.— Το 55% των εν τη χώρα βιομηχανικών επιχειρήσεων είναι συγκεντρωμένον εις την περιοχήν της πρωτευούσης, ως προκύπτει εκ στοιχείων δημοσιευθέντων επί του κατά τόπους καταμερισμού των βιομηχανιών. Τα 95 1)2 εκ των 175 νέων μονάδων ιδρύθησαν εις την περιφέρειαν πρωτευούσης, 75 δε εις την λοιπήν χώραν, 50 μονάδες εις Θεσσαλονίκην. xyxy=(700,1055,845,1200)
headline-rule xyxy=(1185,93,1285,95)
article-ek-photocopies xyxy=(383,501,523,912)
article-titan-body-2: Σημειωτέον ότι αι Ηνωμέναι Πολιτείαι κατασκευάζουν είκοσι πυραύλους τύπου «Τιτάν», προκειμένου να χρησιμοποιηθούν προς μεταφοράν δύο Αμερικανών κοσμοναυτών εις τροχιάν περί την γην. Η εξαπόλυσις αυτή ενδέχεται να πραγματοποιηθή κατά το δεύτερον εξάμηνον του 1963 ή περί τας αρχάς του 1964. xyxy=(16,1414,368,1475)
article-khrushchev-headline: Ο κ. ΚΡΟΥΣΤΣΕΦ ΑΠΟΚΑΛΕΙ «ΣΚΙΑΧΤΡΟΝ» ΤΗΝ ΚΟΙΝΗΝ ΕΥΡΩΠΑΪΚΗΝ ΑΓΟΡΑΝ «ΘΑ ΕΞΑΦΑΝΙΣΘΗ, ΤΟΝΙΖΕΙ, ΩΣ ΚΑΠΝΟΣ» xyxy=(25,478,359,533)
article-lebanon-spy xyxy=(383,925,523,1130)
article-khrushchev xyxy=(16,478,368,727)
divider xyxy=(383,276,523,277)
column-right xyxy=(1023,13,1447,1669)
article-government-subcolumns xyxy=(539,296,1015,701)
article-disabled xyxy=(1045,1690,1440,1848)
headline-rule xyxy=(736,1047,809,1048)
article-government-headline: Η ΚΥΒΕΡΝΗΣΙΣ ΚΑΤΟΠΙΝ ΤΟΥ ΕΓΕΡΘΕΝΤΟΣ ΘΟΡΥΒΟΥ ΥΠΕΧΩΡΗΣΕ ΠΛΗΡΩΣ ΕΙΣ ΤΟ ΘΕΜΑ ΤΩΝ ΕΠΕΡΩΤΗΣΕΩΝ ΚΑΙ ΕΔΩΣΕΝ ΕΝΤΟΛΗΝ ΟΠΩΣ ΓΙΝΩΝΤΑΙ ΟΛΑΙ ΔΕΚΤΑΙ xyxy=(544,18,1009,156)
headline-rule xyxy=(417,988,490,989)
article-laos-body: ΟΥΑΣΙΓΚΤΩΝ, 7. (Ρώυτερ).— Ο πρόεδρος Κέννεντυ εδήλωσεν ότι αι Ηνωμέναι Πολιτείαι θα υποστηρίξουν την δημιουργίαν ενός τοιούτου Λάος, κατά τας διεξαγομένας την στιγμήν αυτήν διαπραγματεύσεις μεταξύ των τριών πριγκήπων. xyxy=(1029,581,1222,640)
article-comecon-body-2: Πιστεύεται ότι κύριον θέμα της διασκέψεως ήτο εν σχέδιον προς λύσιν των οικονομικών προβλημάτων, τα οποία αντιμετωπίζουν αι χώραι του κομμουνιστικού στρατοπέδου και εξουδετέρωσιν της απειλής, την οποίαν δημιουργεί εις το στρατόπεδον η συνεχώς αυξανομένη οικονομική ισχύς της ευρωπαϊκής κοινής αγοράς. xyxy=(16,306,368,353)
article-industry-headline: Ο ΚΑΤΑ ΤΟΠΟΥΣ ΚΑΤΑΜΕΡΙΣΜΟΣ ΤΩΝ ΒΙΟΜΗΧΑΝΙΩΝ xyxy=(706,998,838,1043)
article-weather xyxy=(1045,1862,1440,2283)
article-government-body-3: Η επελθούσα διευθέτησις του θέματος, αναφέρεται και εις την ανακοίνωσιν της Ενώσεως Κέντρου, την σχετικήν με τα θέματα τα συζητηθέντα, κατά την σύσκεψιν της κοινοβουλευτικής ομάδος της. Επιπροσθέτως, όμως, παρατηρείται ότι η ημερησία διάταξις του μηνός Οκτωβρίου δέον να είναι ενήμερος με θέματα επίκαιρα, τα οποία να ενδιαφέρουν την κοινήν γνώμην, κατά τον χρόνον εκείνον. Ούτε φίμωσις τινός, ούτε παρεμπόδισις του κοινοβουλευτικού ελέγχου, ούτε άλλη τις προσπάθεια εγένετο. Το δικαίωμα των βουλευτών να ερωτούν, να επερωτούν κ.λ.π., κατά τον κανονισμόν, είναι αναφαίρετον. Ουδεμία δε παραβίασις του κανονισμού έλαβε χώραν. Διά τα ανωτέρω φέρει την ευθύνην ο πρόεδρος της βουλής προσωπικώς. xyxy=(700,320,845,587)
divider xyxy=(383,918,523,919)
article-ate xyxy=(539,993,692,1325)
headline-rule xyxy=(1198,124,1271,125)
article-weather-body: Συνεχίσθη και χθες εις βόρειον Ελλάδα η κακοκαιρία, με βροχάς, ισχυρούς ανέμους και πτώσιν της θερμοκρασίας. Εις Θεσσαλονίκην, καθ' όλην την ημέραν έπνεον ισχυροί άνεμοι και η θερμοκρασία ευρίσκετο εις χαμηλά επίπεδα. Εξ άλλου, συνεπεία σφοδράς θαλασσοταραχής εις το Αιγαίον, εσημείωσε καθυστέρησιν ο κατάπλους, εις τον λιμένα της Θεσσαλονίκης, των μότορσιπς «Ευγενία» και «Πετράκης», ως και των πετρελαιοκινήτων «Μπόρα» και «Βασιλάκης». Τα ανωτέρω σκάφη, προερχόμενα εκ Πειραιώς, Ελευσίνος και Βόλου, θα καταπλεύσουν την πρωίαν σήμερον, κατόπιν σημειουμένης βαθμηδόν υφέσεως εις τας καιρικάς συνθήκας. xyxy=(1044,1913,1229,2094)
article-cotton-body: ΑΘΗΝΑΙ, 7.— Κατά την αποψινήν (χθεσινήν) συνεδρίασιν της επιτροπής κοινοβουλευτικής εξουσιοδοτήσεως, εν αρχή εγένετο δεκτόν εις εφ' άπαξ συζήτησιν κατ' αρχήν, άρθρων και σύνολον το σχέδιον Ν.Δ. «περί οδικής κυκλοφορίας». Ακολούθως, συνεχιζομένης της συζητήσεως επί των κυρίων άρθρων και του συνόλου του σχεδίου Ν.Δ. «περί ρυθμίσεως δασμολογικών θεμάτων», ετέθη προς ψήφισιν η επίμαχος διάταξις περί καταργήσεως των δασμών επί του εισαγομένου βάμβακος. Ο κ. ΜΑΝΙΑΔΑΚΗΣ λέγει ότι διά της τροπολογίας του επιδιώκεται να παρασχεθή η ευχέρεια την οποίαν δίδει το νομοσχέδιον εις τους εξαγωγείς διά το μέλλον, και ότι εκ των πρακτικών δεν προκύπτει σαφώς ότι η περί ης ο λόγος τροπολογία εγένετο δεκτή υπό του υπουργού. Ο κ. ΓΕΩΡΓΙΟΥ, ΣΤΑΥΡΟΥ, ΑΝΤΩΝΙΟΥ, ΚΑΡΑΓΚΙΟΖΗΣ και λοιποί ομιληταί καταφέρονται κατά της άρσεως των δασμών επί του εισαγομένου βάμβακος, καθιστώσης τελείως αδύνατον την αντιμετώπισιν του υφισταμένου συναγωνισμού εκ μέρους ομοειδούς ποιότητος βάμβακος άλλων χωρών. Οι κ.κ. ΓΕΩΡΓΙΟΥ, ΤΣΑΡΟΥΧΑΣ, ΑΝΤΩΝΙΟΥ, ΚΑΡΑΓΚΙΟΖΗΣ, καταφέρονται κατά της άρσεως των δασμών επί του εισαγομένου βάμβακος. Η ΑΝΤΙΠΟΛΙΤΕΥΣΙΣ και δύο βουλευταί της Ε.Ρ.Ε. κατεψήφισαν τελικώς την σχετικήν διάταξιν, ήτις όμως εγένετο δεκτή διά της πλειοψηφίας των παρόντων μελών της επιτροπής. Ο κ. ΠΡΟΕΔΡΟΣ της βουλής λέγει ότι το νομοσχέδιον θα εισαχθή προς κύρωσιν εις την ολομέλειαν κατά την προσεχή σύνοδον. Ο κ. ΥΦΥΠΟΥΡΓΟΣ εμπορίου, απαντών εις τους ομιλητάς, ετόνισεν ότι η κατάργησις των δασμών απέβλεπεν εις την ενίσχυσιν της κλωστοϋφαντουργίας και εις την μείωσιν του κόστους παραγωγής των εξαγομένων προϊόντων. xyxy=(16,1813,576,1994)
article-weather-col-1 xyxy=(1045,1911,1238,2284)
article-pakistan-subhead: ΚΑΙ ΤΟ ΠΑΚΙΣΤΑΝ xyxy=(395,1325,511,1338)
article-government-subhead-1: ΑΣΤΟΧΟΣ ΑΝΑΜΙΞΙΣ xyxy=(546,303,675,317)
article-nato-body: ΟΥΑΣΙΓΚΤΩΝ, 7. (Άσ. Πρές).— Το υπουργείον εξωτερικών ανεκοίνωσεν, ότι ο υπουργός εξωτερικών κ. Ντην Ράσκ θα πραγματοποιήση, εντός του μηνός, περιοδείαν εις Παρισίους, Ρώμην, Λονδίνον και Βόννην, προκειμένου να συζητήση σοβαρώτατα προβλήματα αφορώντα το ΝΑΤΟ, τα οποία δεν επελύθησαν εις την σύνοδον των Αθηνών. Μεταξύ των θεμάτων, τα οποία μένουν εισέτι εκκρεμή, είναι αι διαφοραί μεταξύ Ηνωμένων Πολιτειών και δυτικής Γερμανίας εξ αιτίας των αμερικανικών προτάσεων επί του θέματος του Βερολίνου και των σχέσεων Ανατολής και Δύσεως. Αι συζητήσεις αύται θα στραφούν κυρίως πέριξ των διερευνητικών συνομιλιών τας οποίας διεξάγουν κατά το παρόν αι Ηνωμέναι Πολιτείαι. Ο ΚΑΙΡΟΣ αναμένεται να διευκολύνη τας επαφάς του Αμερικανού υπουργού μετά των Ευρωπαίων συναδέλφων του, αίτινες θα καλύψουν και το θέμα της πυρηνικής δυνάμεως του ΝΑΤΟ, ως και τας εμπορικάς διαπραγματεύσεις μετά της κοινής αγοράς. xyxy=(592,1844,1029,1976)
